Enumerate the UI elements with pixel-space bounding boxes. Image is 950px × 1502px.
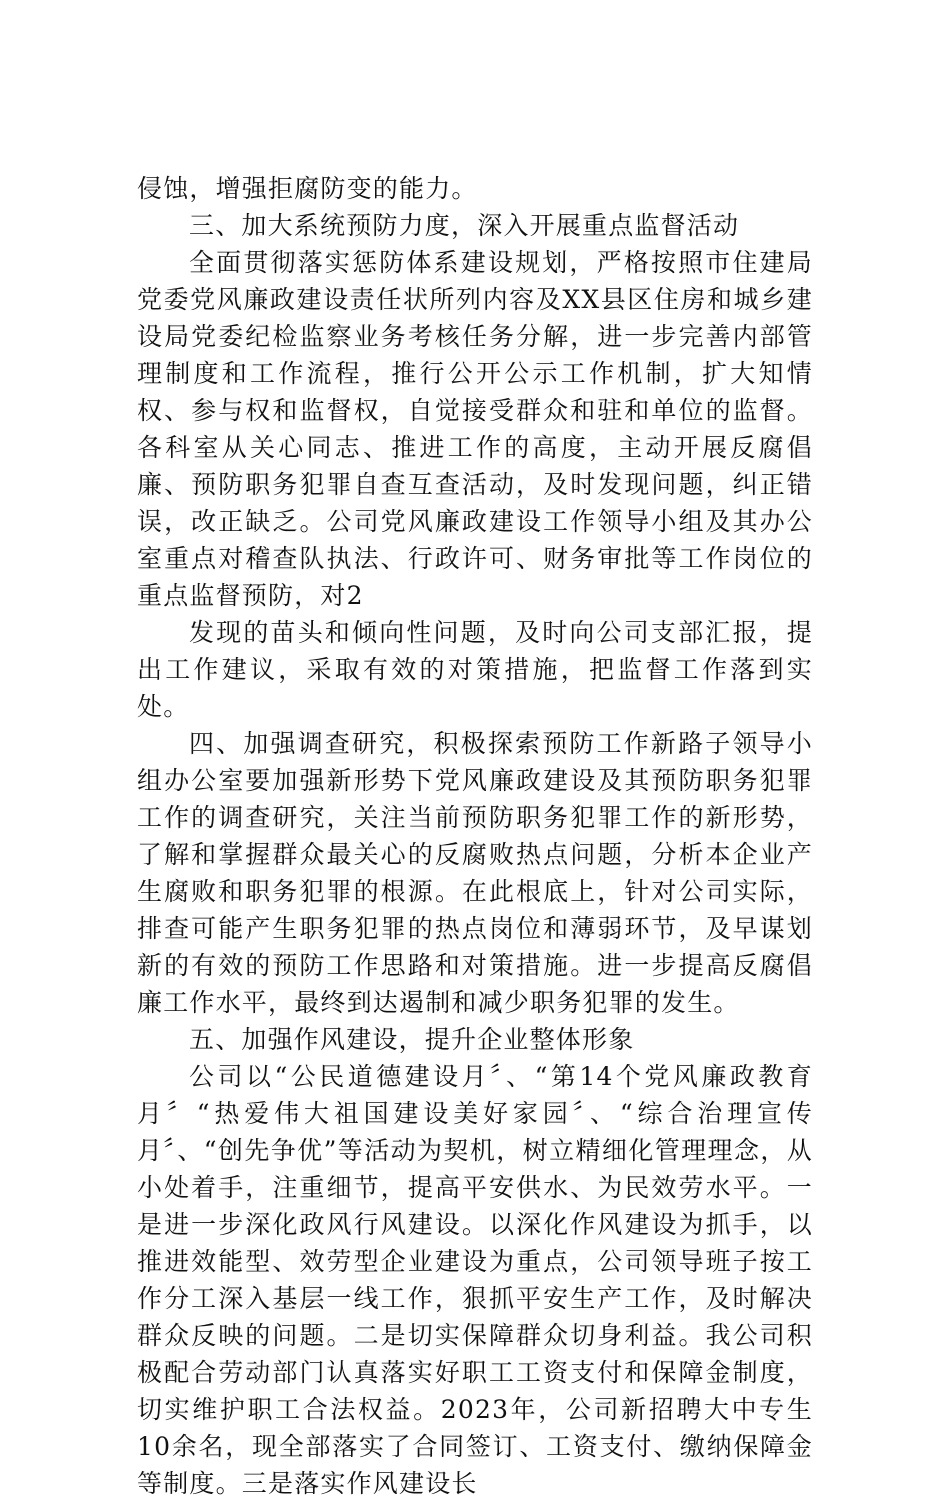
section-heading-three: 三、加大系统预防力度，深入开展重点监督活动	[189, 211, 740, 240]
paragraph-continuation: 侵蚀，增强拒腐防变的能力。	[137, 174, 478, 203]
section-heading-five: 五、加强作风建设，提升企业整体形象	[189, 1025, 635, 1054]
paragraph-problem-report: 发现的苗头和倾向性问题，及时向公司支部汇报，提出工作建议，采取有效的对策措施，把监督工作落到实处。	[137, 618, 813, 721]
section-heading-four: 四、加强调查研究，积极探索预防工作新路子领导小组办公室要加强新形势下党风廉政建设及其预防职务犯罪工作的调查研究，关注当前预防职务犯罪工作的新形势，了解和掌握群众最关心的反腐败热点问题，分析本企业产生腐败和职务犯罪的根源。在此根底上，针对公司实际，排查可能产生职务犯罪的热点岗位和薄弱环节，及早谋划新的有效的预防工作思路和对策措施。进一步提高反腐倡廉工作水平，最终到达遏制和减少职务犯罪的发生。	[137, 729, 813, 1017]
paragraph-supervision: 全面贯彻落实惩防体系建设规划，严格按照市住建局党委党风廉政建设责任状所列内容及XX县区住房和城乡建设局党委纪检监察业务考核任务分解，进一步完善内部管理制度和工作流程，推行公开公示工作机制，扩大知情权、参与权和监督权，自觉接受群众和驻和单位的监督。各科室从关心同志、推进工作的高度，主动开展反腐倡廉、预防职务犯罪自查互查活动，及时发现问题，纠正错误，改正缺乏。公司党风廉政建设工作领导小组及其办公室重点对稽查队执法、行政许可、财务审批等工作岗位的重点监督预防，对2	[137, 248, 813, 610]
document-body	[137, 170, 813, 1502]
paragraph-work-style: 公司以“公民道德建设月〞、“第14个党风廉政教育月〞“热爱伟大祖国建设美好家园〞、“综合治理宣传月〞、“创先争优”等活动为契机，树立精细化管理理念，从小处着手，注重细节，提高平安供水、为民效劳水平。一是进一步深化政风行风建设。以深化作风建设为抓手，以推进效能型、效劳型企业建设为重点，公司领导班子按工作分工深入基层一线工作，狠抓平安生产工作，及时解决群众反映的问题。二是切实保障群众切身利益。我公司积极配合劳动部门认真落实好职工工资支付和保障金制度，切实维护职工合法权益。2023年，公司新招聘大中专生10余名，现全部落实了合同签订、工资支付、缴纳保障金等制度。三是落实作风建设长	[137, 1062, 813, 1498]
